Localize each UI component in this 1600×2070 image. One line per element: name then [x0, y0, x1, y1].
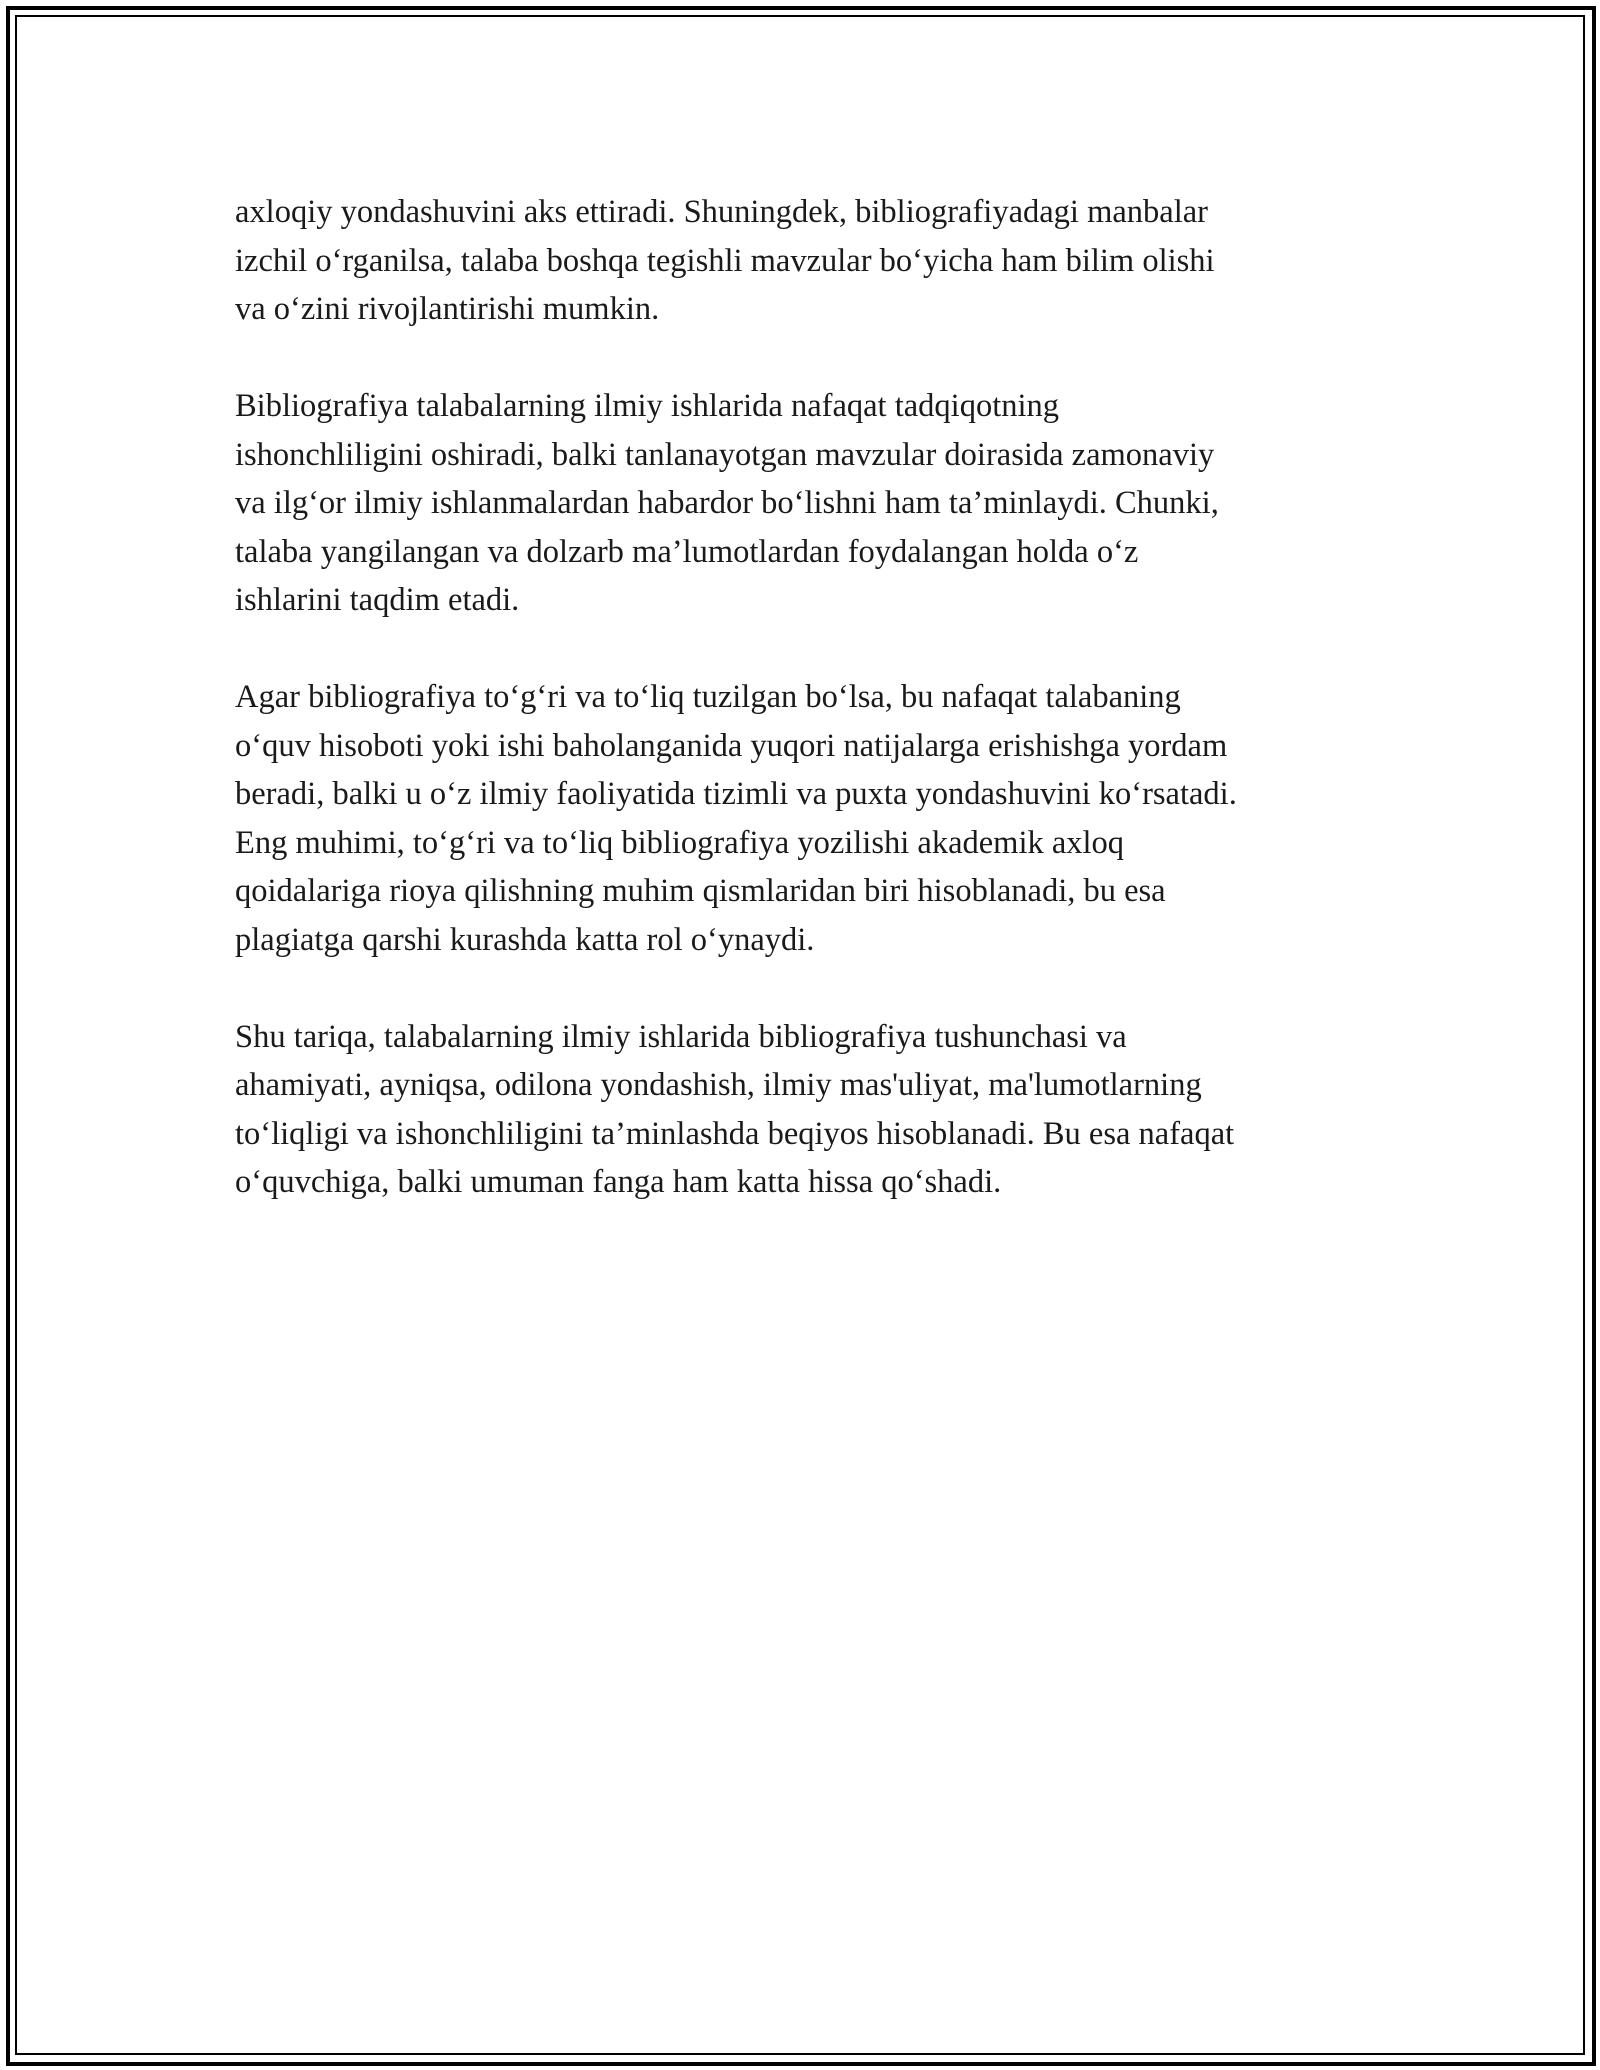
paragraph: Agar bibliografiya to‘g‘ri va to‘liq tuzilgan bo‘lsa, bu nafaqat talabaning o‘quv hisoboti yoki ishi baholanganida yuqori natijalarga erishishga yordam beradi, balki u o‘z ilmiy faoliyatida tizimli va puxta yondashuvini ko‘rsatadi. Eng muhimi, to‘g‘ri va to‘liq bibliografiya yozilishi akademik axloq qoidalariga rioya qilishning muhim qismlaridan biri hisoblanadi, bu esa plagiatga qarshi kurashda katta rol o‘ynaydi. — [235, 679, 1237, 958]
paragraph: axloqiy yondashuvini aks ettiradi. Shuningdek, bibliografiyadagi manbalar izchil o‘rganilsa, talaba boshqa tegishli mavzular bo‘yicha ham bilim olishi va o‘zini rivojlantirishi mumkin. — [235, 194, 1215, 327]
document-body — [235, 188, 1380, 1255]
paragraph: Shu tariqa, talabalarning ilmiy ishlarida bibliografiya tushunchasi va ahamiyati, ayniqsa, odilona yondashish, ilmiy mas'uliyat, ma'lumotlarning to‘liqligi va ishonchliligini ta’minlashda beqiyos hisoblanadi. Bu esa nafaqat o‘quvchiga, balki umuman fanga ham katta hissa qo‘shadi. — [235, 1018, 1235, 1200]
paragraph: Bibliografiya talabalarning ilmiy ishlarida nafaqat tadqiqotning ishonchliligini oshiradi, balki tanlanayotgan mavzular doirasida zamonaviy va ilg‘or ilmiy ishlanmalardan habardor bo‘lishni ham ta’minlaydi. Chunki, talaba yangilangan va dolzarb ma’lumotlardan foydalangan holda o‘z ishlarini taqdim etadi. — [235, 388, 1219, 618]
